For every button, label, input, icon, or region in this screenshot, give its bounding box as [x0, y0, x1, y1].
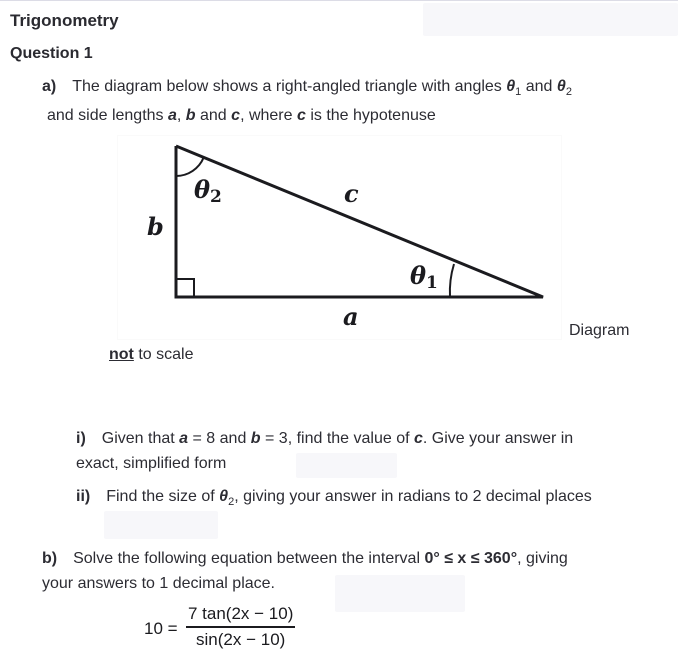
label-theta1: θ1	[410, 261, 438, 293]
theta1-arc	[450, 264, 454, 297]
diagram-caption: not to scale	[109, 346, 194, 363]
question-title: Question 1	[10, 45, 93, 62]
part-b-line2: your answers to 1 decimal place.	[42, 575, 275, 592]
fraction-denominator: sin(2x − 10)	[196, 629, 286, 649]
part-i-line2: exact, simplified form	[76, 455, 227, 472]
equation-fraction	[186, 604, 295, 650]
label-side-a: a	[343, 302, 359, 331]
fraction-numerator: 7 tan(2x − 10)	[188, 604, 294, 623]
part-b-label: b)	[42, 550, 58, 567]
label-theta2: θ2	[194, 175, 222, 207]
blank-region-answer-i	[296, 453, 397, 478]
label-side-c: c	[344, 179, 359, 208]
top-divider	[0, 0, 678, 1]
page-title: Trigonometry	[10, 11, 119, 30]
part-ii-label: ii)	[76, 488, 91, 505]
blank-region-answer-b	[335, 575, 465, 612]
part-a-line2: and side lengths a, b and c, where c is the hypotenuse	[47, 107, 436, 124]
equation-lhs: 10 =	[144, 619, 178, 638]
blank-region-top-right	[423, 3, 678, 36]
part-a-label: a)	[42, 78, 57, 95]
part-ii-line: ii) Find the size of $\theta_2$, giving your answer in radians to 2 decimal places	[76, 488, 592, 508]
interval-expression: 0° ≤ x ≤ 360°	[424, 550, 518, 567]
blank-region-answer-ii	[104, 511, 218, 539]
right-angle-marker	[176, 279, 194, 297]
diagram-caption-right: Diagram	[569, 322, 630, 339]
part-i-line1: i) Given that a = 8 and b = 3, find the value of c. Give your answer in	[76, 430, 574, 447]
part-b-line1: b) Solve the following equation between the interval 0° ≤ x ≤ 360°, giving	[42, 550, 568, 567]
theta2-arc	[176, 157, 204, 176]
label-side-b: b	[147, 212, 164, 241]
part-a-line1: a) The diagram below shows a right-angled triangle with angles $\theta_1$ and $\theta_2$	[42, 78, 572, 98]
part-i-label: i)	[76, 430, 86, 447]
triangle-outline	[176, 146, 543, 297]
triangle-diagram	[118, 136, 561, 339]
